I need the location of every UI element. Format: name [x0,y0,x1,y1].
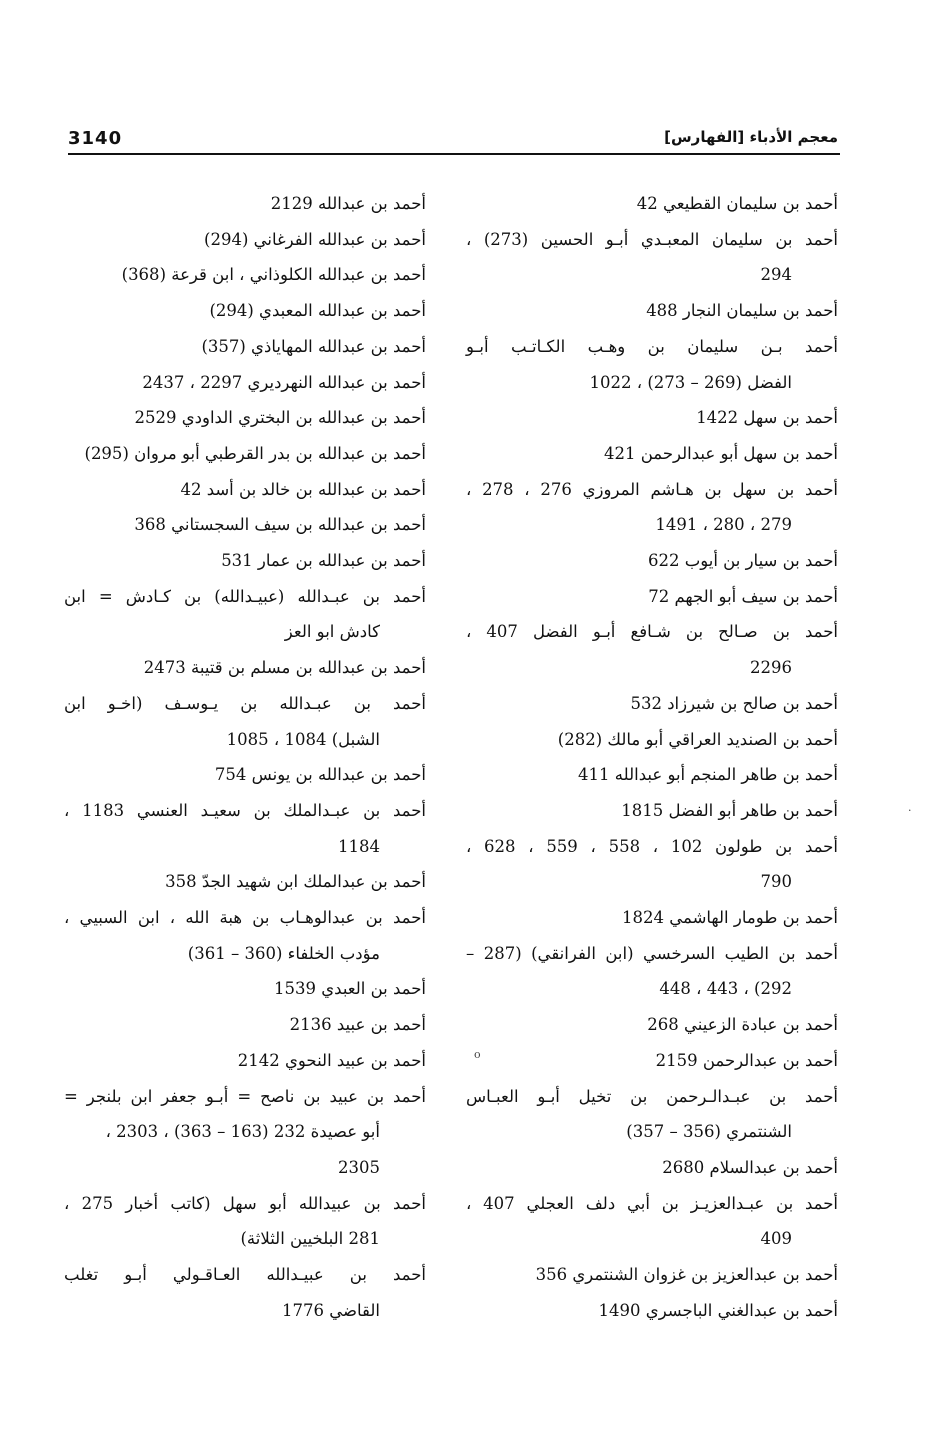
index-entry: أحمد بن عبيد بن ناصح = أبـو جعفر ابن بلنجر = [64,1086,426,1106]
page-number: 3140 [68,128,123,149]
index-entry: أحمد بن عبدالله بن عمار 531 [221,551,426,571]
index-entry-continuation: الشنتمري (356 – 357) [626,1122,792,1142]
index-entry-continuation: أبو عصيدة 232 (163 – 363) ، 2303 ، [105,1122,380,1142]
index-entry-continuation: 279 ، 280 ، 1491 [655,515,792,535]
index-entry: أحمد بن عبدالله بن سيف السجستاني 368 [134,515,426,535]
index-entry: أحمد بن عبيد 2136 [289,1015,426,1035]
index-entry: أحمد بن عبـدالله (عبيـدالله) بن كـادش = ابن [64,586,426,606]
index-entry: أحمد بن طاهر المنجم أبو عبدالله 411 [578,765,838,785]
index-entry: أحمد بن عبدالله 2129 [270,194,426,213]
index-entry: أحمد بن عبدالله بن مسلم بن قتيبة 2473 [143,658,426,678]
index-entry: أحمد بن عبدالله الفرغاني (294) [204,229,426,249]
index-entry: أحمد بن عبدالرحمن 2159 [655,1050,838,1070]
index-entry: أحمد بن عبادة الزعيني 268 [647,1015,838,1035]
index-entry: أحمد بن سليمان النجار 488 [646,301,838,321]
index-entry: أحمد بن عبـدالملك بن سعيـد العنسي 1183 ، [64,800,426,820]
index-entry-continuation: 409 [760,1229,792,1249]
index-entry: أحمد بن صـالح بن شـافع أبـو الفضل 407 ، [466,622,838,642]
index-column-right [466,186,838,1329]
margin-mark: o [474,1048,481,1061]
index-entry-continuation: الفضل (269 – 273) ، 1022 [589,372,792,392]
index-entry: أحمد بن طولون 102 ، 558 ، 559 ، 628 ، [466,836,838,856]
index-entry: أحمد بن سليمان القطيعي 42 [636,194,838,213]
header-rule [68,153,840,155]
index-entry: أحمد بن سليمان المعبـدي أبـو الحسين (273) ، [466,229,838,249]
index-entry: أحمد بن عبـدالله بن يـوسـف (اخـو ابن [64,693,426,713]
index-entry: أحمد بن طومار الهاشمي 1824 [622,908,838,928]
index-entry: أحمد بن عبدالله بن خالد بن أسد 42 [180,479,426,499]
index-entry-continuation: 281 البلخيين الثلاثة) [240,1229,380,1249]
index-entry-continuation: القاضي 1776 [282,1300,380,1320]
index-entry-continuation: الشبل) 1084 ، 1085 [226,729,380,749]
index-entry: أحمد بن عبـدالعزيـز بن أبي دلف العجلي 407 ، [466,1193,838,1213]
index-entry-continuation: كادش ابو العز [284,622,380,642]
index-entry-continuation: 292) ، 443 ، 448 [659,979,792,999]
index-entry-continuation: مؤدب الخلفاء (360 – 361) [187,943,380,963]
index-entry: أحمد بن عبدالله بن يونس 754 [214,765,426,785]
index-entry: أحمد بن عبيـدالله العـاقـولي أبـو تغلب [64,1265,426,1285]
page-header [68,128,838,154]
index-entry: أحمد بن عبـدالـرحمن بن تخيل أبـو العبـاس [466,1086,838,1106]
index-entry: أحمد بن سيار بن أيوب 622 [647,551,838,571]
index-entry: أحمد بن سيف أبو الجهم 72 [648,586,838,606]
index-entry: أحمد بن صالح بن شيرزاد 532 [630,693,838,713]
index-entry-continuation: 294 [760,265,792,285]
index-entry: أحمد بن عبدالله المهاياذي (357) [201,336,426,356]
index-entry: أحمد بن عبدالله الكلوذاني ، ابن قرعة (368) [121,265,426,285]
index-entry: أحمد بن العبدي 1539 [274,979,426,999]
book-title: معجم الأدباء [الفهارس] [664,128,838,146]
index-entry: أحمد بن الطيب السرخسي (ابن الفرانقي) (287 – [466,943,838,963]
index-column-left [64,186,426,1329]
index-entry: أحمد بن سهل 1422 [696,408,838,428]
index-entry: أحمد بن سهل أبو عبدالرحمن 421 [604,443,838,463]
index-entry: أحمد بن عبدالعزيز بن غزوان الشنتمري 356 [535,1265,838,1285]
index-entry: أحمد بن عبدالله المعبدي (294) [209,301,426,321]
index-entry-continuation: 2296 [750,658,792,678]
index-entry: أحمد بن عبيد النحوي 2142 [237,1050,426,1070]
index-entry: أحمد بن عبدالغني الباجسري 1490 [598,1300,838,1320]
index-entry: أحمد بن عبدالله بن بدر القرطبي أبو مروان (295) [84,443,426,463]
index-entry: أحمد بن سهل بن هـاشم المروزي 276 ، 278 ، [466,479,838,499]
index-entry: أحمد بن عبدالله النهرديري 2297 ، 2437 [142,372,426,392]
index-entry: أحمد بن عبدالوهـاب بن هبة الله ، ابن السبيي ، [64,908,426,928]
index-entry: أحمد بن طاهر أبو الفضل 1815 [621,800,838,820]
index-entry: أحمد بن عبدالسلام 2680 [662,1157,838,1177]
index-entry: أحمد بن عبدالملك ابن شهيد الجدّ 358 [165,872,426,892]
index-entry: أحمد بن عبدالله بن البختري الداودي 2529 [134,408,426,428]
index-entry-continuation: 1184 [338,836,380,856]
index-entry: أحمد بـن سليمان بن وهـب الكـاتـب أبـو [466,336,838,356]
index-entry: أحمد بن عبيدالله أبو سهل (كاتب أخبار 275 ، [64,1193,426,1213]
index-entry: أحمد بن الصنديد العراقي أبو مالك (282) [557,729,838,749]
margin-dot: · [908,804,912,817]
index-entry-continuation: 2305 [338,1157,380,1177]
index-entry-continuation: 790 [760,872,792,892]
